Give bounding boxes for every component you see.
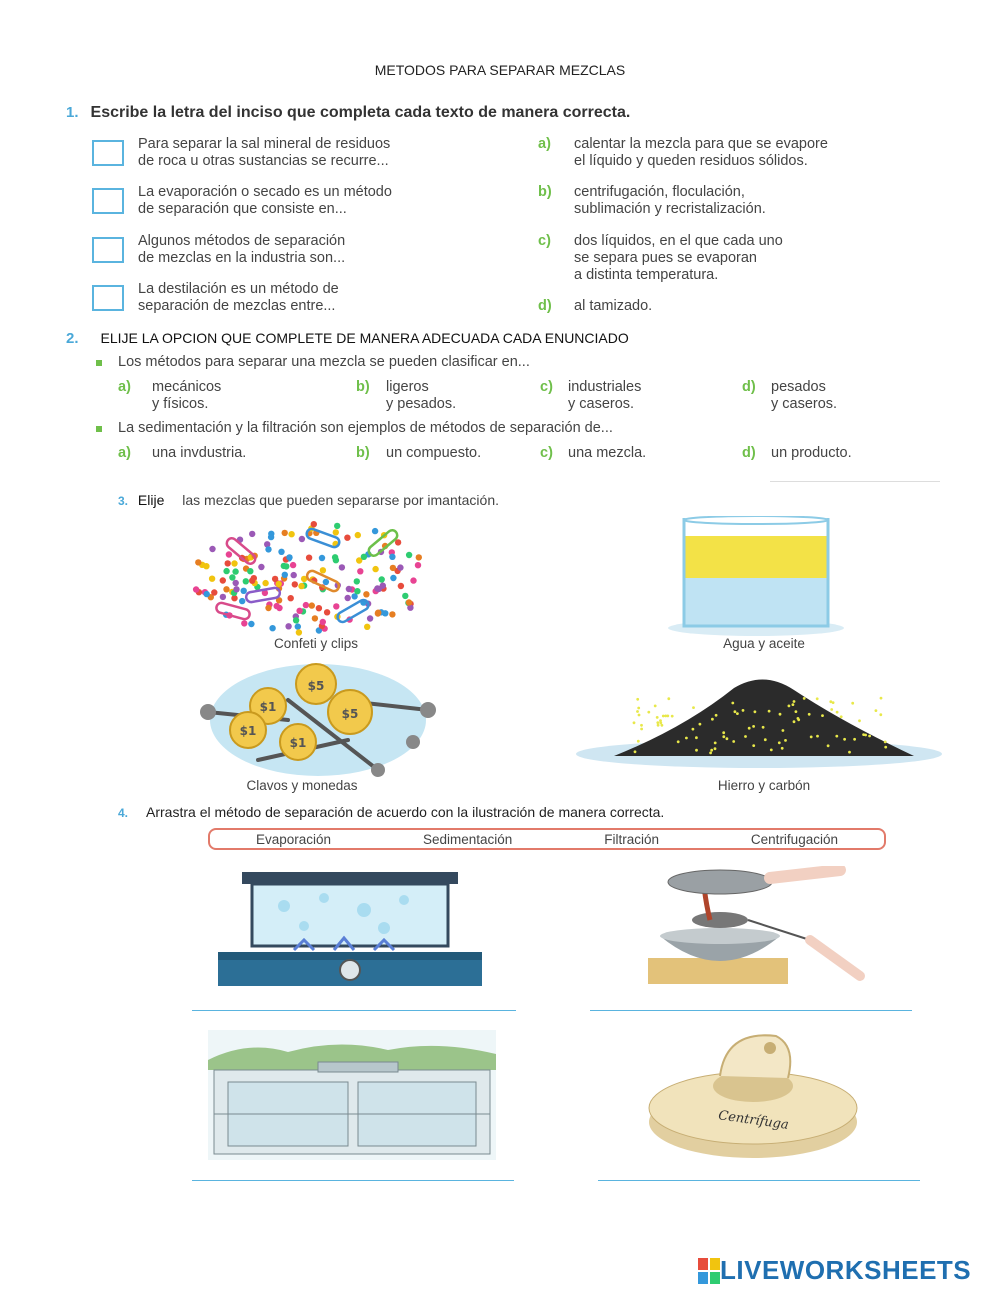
- word-filtration[interactable]: Filtración: [604, 831, 659, 847]
- q2-1-option-a[interactable]: mecánicos y físicos.: [152, 379, 222, 412]
- q2-2-letter-d: d): [742, 445, 756, 461]
- q1-heading-text: Escribe la letra del inciso que completa cada texto de manera correcta.: [90, 104, 631, 121]
- drop-zone-3[interactable]: [192, 1180, 514, 1181]
- q1-option-a: calentar la mezcla para que se evapore el líquido y queden residuos sólidos.: [574, 136, 828, 169]
- q1-stem-2: La evaporación o secado es un método de separación que consiste en...: [138, 184, 392, 217]
- drop-zone-4[interactable]: [598, 1180, 920, 1181]
- bullet-icon: [96, 426, 102, 432]
- q2-heading: [66, 330, 629, 347]
- q2-1-letter-a: a): [118, 379, 131, 395]
- q2-1-option-c[interactable]: industriales y caseros.: [568, 379, 642, 412]
- q1-option-letter-b: b): [538, 184, 552, 200]
- q4-text: Arrastra el método de separación de acuerdo con la ilustración de manera correcta.: [146, 804, 665, 820]
- word-bank: [208, 828, 886, 850]
- q2-heading-text: ELIJE LA OPCION QUE COMPLETE DE MANERA ADECUADA CADA ENUNCIADO: [100, 330, 629, 346]
- q2-2-letter-c: c): [540, 445, 553, 461]
- sedimentation-image: [208, 1030, 496, 1160]
- svg-text:$1: $1: [239, 724, 257, 738]
- q2-2-option-a[interactable]: una invdustria.: [152, 445, 247, 461]
- q1-number: 1.: [66, 104, 79, 121]
- q2-1-letter-d: d): [742, 379, 756, 395]
- q3-lead: Elije: [137, 492, 165, 508]
- answer-box-3[interactable]: [92, 237, 124, 263]
- svg-text:$5: $5: [307, 679, 325, 693]
- drop-zone-1[interactable]: [192, 1010, 516, 1011]
- q2-1-letter-c: c): [540, 379, 553, 395]
- centrifuge-label: Centrífuga: [717, 1108, 790, 1133]
- answer-box-4[interactable]: [92, 285, 124, 311]
- centrifuge-image: [646, 1026, 860, 1160]
- q2-number: 2.: [66, 330, 79, 347]
- water-oil-image[interactable]: [666, 516, 846, 638]
- q1-option-d: al tamizado.: [574, 298, 653, 314]
- q2-2-option-d[interactable]: un producto.: [771, 445, 852, 461]
- q2-2-letter-b: b): [356, 445, 370, 461]
- q2-2-option-b[interactable]: un compuesto.: [386, 445, 482, 461]
- answer-box-2[interactable]: [92, 188, 124, 214]
- nails-coins-image[interactable]: [198, 660, 438, 780]
- iron-carbon-image[interactable]: [574, 668, 944, 772]
- q2-1-letter-b: b): [356, 379, 370, 395]
- answer-box-1[interactable]: [92, 140, 124, 166]
- q2-1-option-d[interactable]: pesados y caseros.: [771, 379, 838, 412]
- q1-stem-1: Para separar la sal mineral de residuos de roca u otras sustancias se recurre...: [138, 136, 391, 169]
- logo-text: LIVEWORKSHEETS: [720, 1255, 972, 1285]
- q1-option-letter-a: a): [538, 136, 551, 152]
- word-evaporation[interactable]: Evaporación: [255, 831, 332, 847]
- q3-heading: [118, 492, 499, 508]
- drop-zone-2[interactable]: [590, 1010, 912, 1011]
- filtration-image: [640, 866, 870, 988]
- word-sedimentation[interactable]: Sedimentación: [422, 831, 513, 847]
- caption-water-oil: Agua y aceite: [723, 636, 805, 651]
- q1-stem-3: Algunos métodos de separación de mezclas en la industria son...: [138, 233, 346, 266]
- confetti-clips-image[interactable]: [186, 518, 436, 643]
- q1-heading: [66, 104, 630, 122]
- caption-confetti-clips: Confeti y clips: [273, 636, 359, 651]
- q1-option-letter-d: d): [538, 298, 552, 314]
- q2-item-1-text: Los métodos para separar una mezcla se pueden clasificar en...: [118, 354, 530, 370]
- caption-iron-carbon: Hierro y carbón: [717, 778, 811, 793]
- caption-nails-coins: Clavos y monedas: [246, 778, 358, 793]
- q1-option-letter-c: c): [538, 233, 551, 249]
- q3-text: las mezclas que pueden separarse por imantación.: [182, 492, 500, 508]
- q1-stem-4: La destilación es un método de separación de mezclas entre...: [138, 281, 339, 314]
- bullet-icon: [96, 360, 102, 366]
- q2-2-letter-a: a): [118, 445, 131, 461]
- svg-text:$1: $1: [289, 736, 307, 750]
- q1-option-c: dos líquidos, en el que cada uno se separa pues se evaporan a distinta temperatura.: [574, 233, 783, 283]
- svg-text:$5: $5: [341, 707, 359, 721]
- q2-item-2-text: La sedimentación y la filtración son ejemplos de métodos de separación de...: [118, 420, 613, 436]
- q1-option-b: centrifugación, floculación, sublimación y recristalización.: [574, 184, 766, 217]
- svg-text:$1: $1: [259, 700, 277, 714]
- logo-badge-icon: [698, 1258, 720, 1284]
- word-centrifugation[interactable]: Centrifugación: [750, 831, 838, 847]
- liveworksheets-logo: [698, 1255, 971, 1286]
- evaporation-image: [214, 866, 486, 988]
- q4-heading: [118, 804, 664, 820]
- page-title: METODOS PARA SEPARAR MEZCLAS: [374, 62, 626, 78]
- q4-number: 4.: [118, 806, 129, 820]
- q2-1-option-b[interactable]: ligeros y pesados.: [386, 379, 457, 412]
- q2-2-option-c[interactable]: una mezcla.: [568, 445, 647, 461]
- q3-number: 3.: [118, 494, 129, 508]
- divider: [770, 481, 940, 482]
